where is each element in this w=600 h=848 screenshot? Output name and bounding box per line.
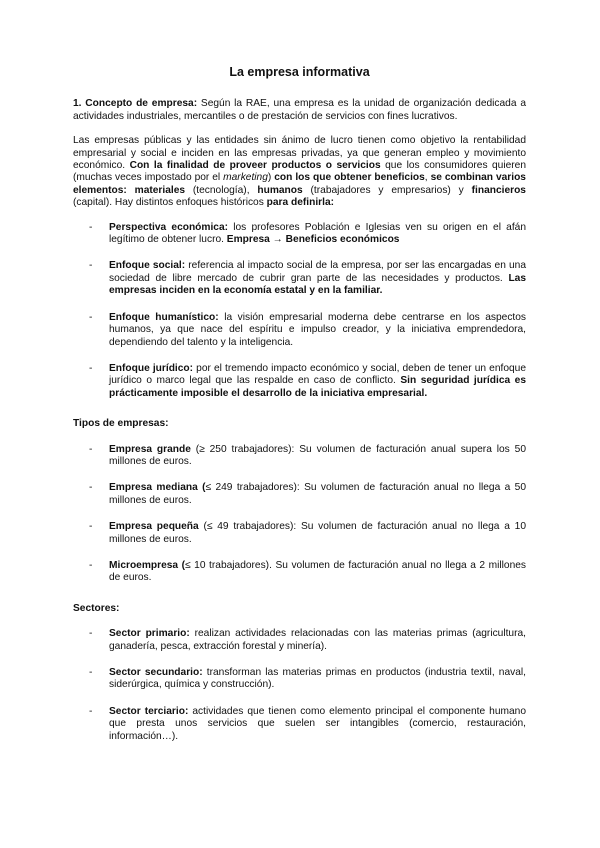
tipo-label: Microempresa ( [109,559,186,571]
list-item [73,312,526,349]
tipos-heading: Tipos de empresas: [73,418,169,430]
intro-text-3: ) [267,172,275,184]
enfoque-label: Enfoque social: [109,260,186,272]
enfoque-text: referencia al impacto social de la empresa, por ser las encargadas en una sociedad de libre mercado de cubrir gran parte de las necesidades y productos. [109,260,526,284]
list-item [73,560,526,585]
list-item [73,222,526,247]
tipos-list [73,444,526,585]
sector-text: actividades que tienen como elemento principal el componente humano que presta unos servicios que suelen ser intangibles (comercio, restauración, información…). [109,705,526,742]
dash-bullet: - [89,667,93,678]
intro-text-7: (capital). Hay distintos enfoques históricos [73,197,267,209]
sector-label: Sector terciario: [109,705,189,717]
sector-text: transforman las materias primas en productos (industria textil, naval, siderúrgica, química y construcción). [109,667,526,691]
dash-bullet: - [89,482,93,494]
list-item [73,706,526,743]
intro-bold-5: financieros [471,184,526,196]
intro-text-2: que los consumidores quieren (muchas veces impostado por el [73,160,527,184]
concepto-paragraph [73,98,526,123]
document-body [73,66,526,743]
dash-bullet: - [89,362,93,374]
intro-text-4: , [424,172,431,184]
dash-bullet: - [89,260,93,272]
intro-text-1: Las empresas públicas y las entidades sin ánimo de lucro tienen como objetivo la rentabilidad empresarial y social e inciden en las empresas privadas, ya que generan empleo y movimiento económico. [73,135,526,172]
enfoque-text: por el tremendo impacto económico y social, deben de tener un enfoque jurídico o marco legal que las respalde en caso de conflicto. [109,362,526,387]
list-item [73,521,526,546]
enfoque-bold-end: Las empresas inciden en la economía estatal y en la familiar. [109,272,526,297]
intro-italic-marketing: marketing [223,172,268,184]
dash-bullet: - [89,221,93,233]
intro-text-5: (tecnología), [185,184,258,196]
enfoque-text: los profesores Población e Iglesias ven su origen en el afán legítimo de obtener lucro. [109,221,526,246]
intro-text-6: (trabajadores y empresarios) y [302,184,472,196]
tipo-label: Empresa pequeña [109,521,199,533]
enfoque-bold-end: Sin seguridad jurídica es prácticamente imposible el desarrollo de la iniciativa empresarial. [109,375,526,399]
list-item [73,667,526,692]
sector-label: Sector secundario: [109,667,203,678]
tipo-text: (≤ 49 trabajadores): Su volumen de facturación anual no llega a 10 millones de euros. [109,521,526,545]
enfoque-label: Enfoque jurídico: [109,362,194,374]
tipo-text: ≤ 249 trabajadores): Su volumen de facturación anual no llega a 50 millones de euros. [109,482,526,506]
sector-label: Sector primario: [109,628,190,640]
dash-bullet: - [89,311,93,323]
enfoque-label: Enfoque humanístico: [109,311,219,323]
enfoques-list [73,222,526,400]
tipo-text: (≥ 250 trabajadores): Su volumen de facturación anual supera los 50 millones de euros. [109,443,526,467]
intro-bold-4: humanos [257,184,303,196]
tipo-label: Empresa mediana ( [109,482,206,494]
dash-bullet: - [89,521,93,533]
list-item [73,363,526,400]
dash-bullet: - [89,443,93,455]
page-title: La empresa informativa [229,65,370,79]
dash-bullet: - [89,705,93,717]
tipo-text: ≤ 10 trabajadores). Su volumen de facturación anual no llega a 2 millones de euros. [109,559,526,584]
intro-bold-6: para definirla: [266,197,335,209]
enfoque-text: la visión empresarial moderna debe centrarse en los aspectos humanos, ya que nace del espíritu e impulso creador, y la iniciativa emprendedora, dependiendo del talento y la inteligencia. [109,311,527,348]
enfoque-label: Perspectiva económica: [109,221,229,233]
sectores-heading: Sectores: [73,602,120,614]
intro-bold-3: se combinan varios elementos: materiales [73,172,526,196]
dash-bullet: - [89,559,93,571]
intro-bold-1: Con la finalidad de proveer productos o servicios [129,160,381,172]
concepto-text: Según la RAE, una empresa es la unidad de organización dedicada a actividades industriales, mercantiles o de prestación de servicios con fines lucrativos. [73,98,526,122]
sectores-list [73,628,526,743]
intro-bold-2: con los que obtener beneficios [274,172,425,184]
list-item [73,260,526,297]
concepto-label: 1. Concepto de empresa: [73,98,198,110]
list-item [73,482,526,507]
intro-paragraph [73,135,526,209]
list-item [73,628,526,653]
sector-text: realizan actividades relacionadas con las materias primas (agricultura, ganadería, pesca, extracción forestal y minería). [109,628,526,652]
enfoque-bold-end: Empresa → Beneficios económicos [226,234,400,246]
dash-bullet: - [89,628,93,640]
list-item [73,444,526,469]
tipo-label: Empresa grande [109,443,191,455]
